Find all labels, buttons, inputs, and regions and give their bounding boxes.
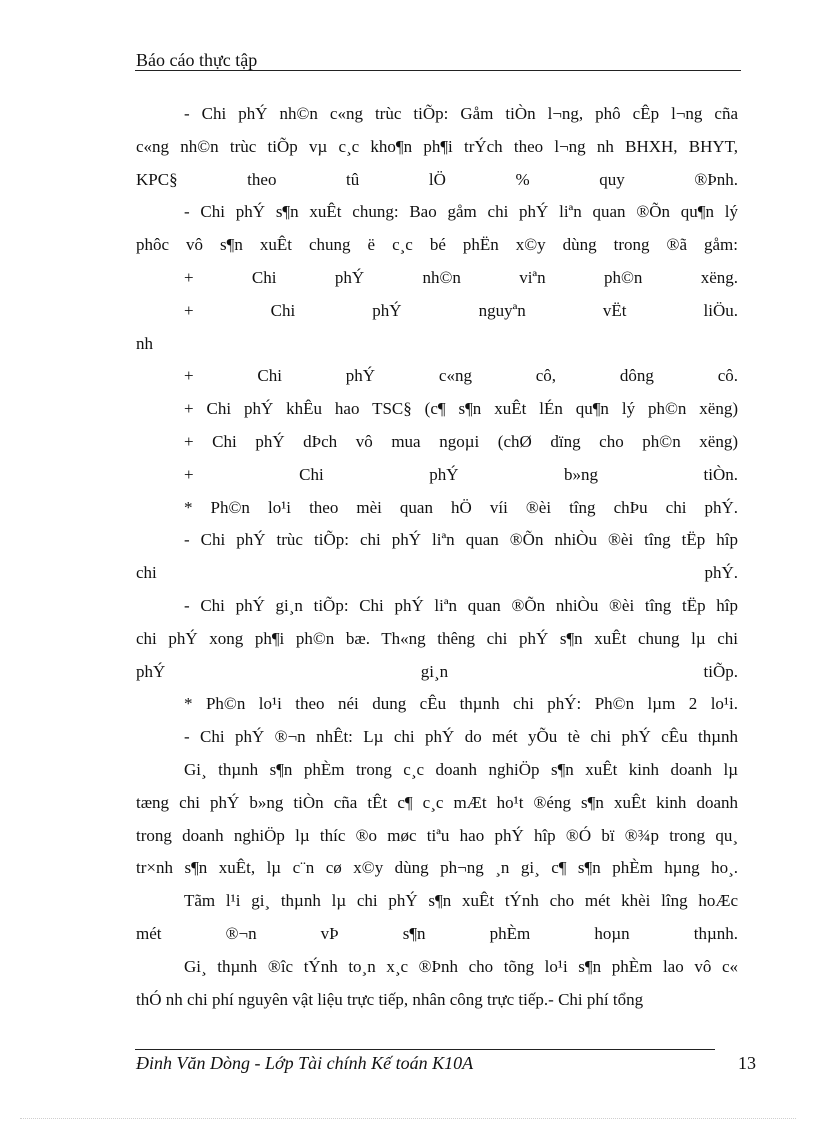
paragraph-line: Tãm l¹i gi¸ thµnh lµ chi phÝ s¶n xuÊt tÝnh cho mét khèi lîng hoÆc	[184, 891, 738, 911]
paragraph-line: mét ®¬n vÞ s¶n phÈm hoµn thµnh.	[136, 923, 738, 943]
paragraph-line: + Chi phÝ b»ng tiÒn.	[184, 464, 738, 484]
paragraph-line: + Chi phÝ khÊu hao TSC§ (c¶ s¶n xuÊt lÉn qu¶n lý ph©n xëng)	[184, 399, 738, 419]
page-header-title: Báo cáo thực tập	[136, 50, 258, 70]
paragraph-line: - Chi phÝ trùc tiÕp: chi phÝ liªn quan ®Õn nhiÒu ®èi tîng tËp hîp	[184, 530, 738, 550]
paragraph-line: * Ph©n lo¹i theo mèi quan hÖ víi ®èi tîng chÞu chi phÝ.	[184, 497, 738, 517]
paragraph-line: phôc vô s¶n xuÊt chung ë c¸c bé phËn x©y dùng trong ®ã gåm:	[136, 235, 738, 255]
footer-divider	[135, 1049, 715, 1050]
header-divider	[135, 70, 741, 71]
paragraph-line: tr×nh s¶n xuÊt, lµ c¨n cø x©y dùng ph¬ng ¸n gi¸ c¶ s¶n phÈm hµng ho¸.	[136, 858, 738, 878]
paragraph-line: trong doanh nghiÖp lµ thíc ®o møc tiªu hao phÝ hîp ®Ó bï ®¾p trong qu¸	[136, 825, 738, 845]
document-body	[136, 98, 738, 1016]
paragraph-line: - Chi phÝ nh©n c«ng trùc tiÕp: Gåm tiÒn l¬ng, phô cÊp l¬ng cña	[184, 104, 738, 123]
paragraph-line: chi phÝ xong ph¶i ph©n bæ. Th«ng thêng chi phÝ s¶n xuÊt chung lµ chi	[136, 628, 738, 648]
page-edge-divider	[20, 1118, 796, 1119]
paragraph-line: tæng chi phÝ b»ng tiÒn cña tÊt c¶ c¸c mÆt ho¹t ®éng s¶n xuÊt kinh doanh	[136, 792, 738, 812]
paragraph-line: + Chi phÝ dÞch vô mua ngoµi (chØ dïng cho ph©n xëng)	[184, 431, 738, 451]
paragraph-line: - Chi phÝ ®¬n nhÊt: Lµ chi phÝ do mét yÕu tè chi phÝ cÊu thµnh	[184, 727, 738, 747]
paragraph-line: * Ph©n lo¹i theo néi dung cÊu thµnh chi phÝ: Ph©n lµm 2 lo¹i.	[184, 694, 738, 714]
paragraph-line: Gi¸ thµnh ®îc tÝnh to¸n x¸c ®Þnh cho tõng lo¹i s¶n phÈm lao vô c«	[184, 956, 738, 976]
paragraph-line: KPC§ theo tû lÖ % quy ®Þnh.	[136, 169, 738, 189]
paragraph-line: + Chi phÝ nguyªn vËt liÖu.	[184, 300, 738, 320]
page-number: 13	[738, 1053, 756, 1073]
paragraph-line: c«ng nh©n trùc tiÕp vµ c¸c kho¶n ph¶i trÝch theo l¬ng nh BHXH, BHYT,	[136, 136, 738, 156]
paragraph-line: + Chi phÝ c«ng cô, dông cô.	[184, 366, 738, 386]
paragraph-line: chi phÝ.	[136, 563, 738, 583]
paragraph-line: Gi¸ thµnh s¶n phÈm trong c¸c doanh nghiÖp s¶n xuÊt kinh doanh lµ	[184, 759, 738, 779]
paragraph-line: - Chi phÝ gi¸n tiÕp: Chi phÝ liªn quan ®Õn nhiÒu ®èi tîng tËp hîp	[184, 595, 738, 615]
paragraph-line: nh	[136, 333, 153, 353]
paragraph-line: + Chi phÝ nh©n viªn ph©n xëng.	[184, 267, 738, 287]
paragraph-line: phÝ gi¸n tiÕp.	[136, 661, 738, 681]
paragraph-line: - Chi phÝ s¶n xuÊt chung: Bao gåm chi phÝ liªn quan ®Õn qu¶n lý	[184, 202, 738, 222]
footer-author: Đinh Văn Dòng - Lớp Tài chính Kế toán K10A	[136, 1053, 474, 1073]
paragraph-line: thÓ nh chi phí nguyên vật liệu trực tiếp, nhân công trực tiếp.- Chi phí tổng	[136, 989, 644, 1009]
